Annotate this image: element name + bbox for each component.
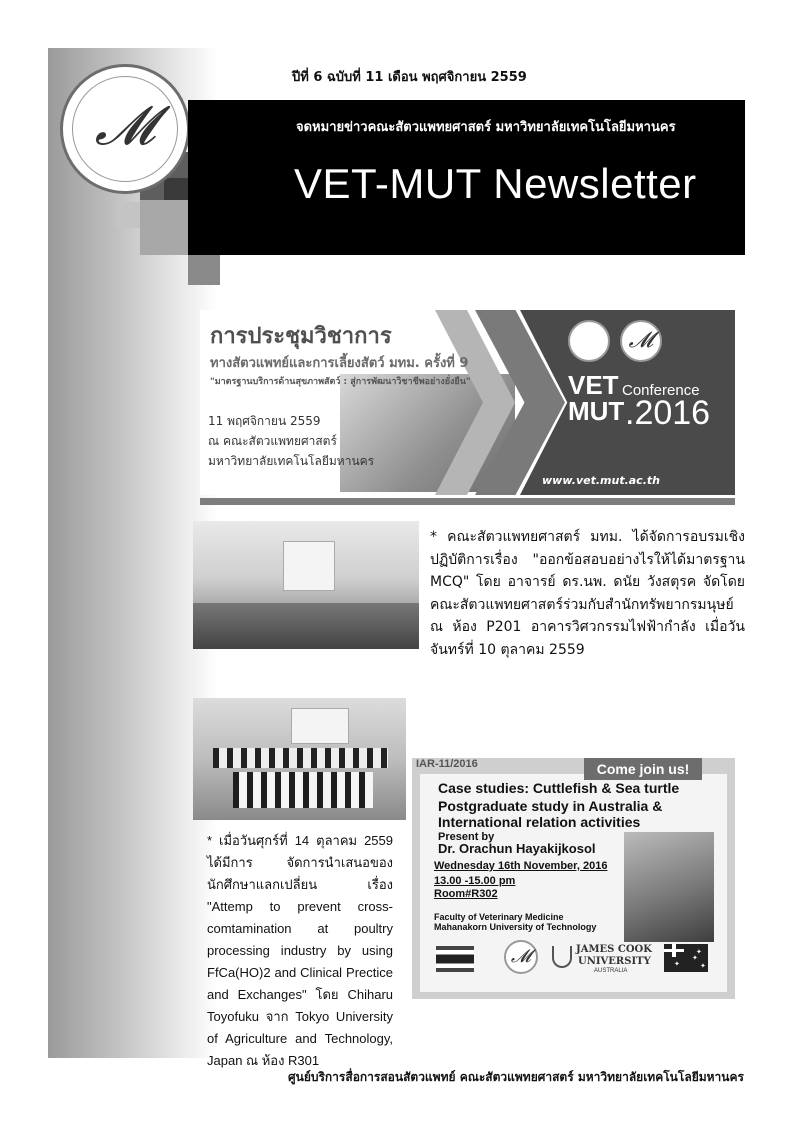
presenter-photo — [624, 832, 714, 942]
projector-screen — [283, 541, 335, 591]
jcu-country: AUSTRALIA — [594, 968, 628, 974]
poster-theme: "มาตรฐานบริการด้านสุขภาพสัตว์ : สู่การพัฒนาวิชาชีพอย่างยั่งยืน" — [210, 377, 471, 387]
present-by-label: Present by — [438, 831, 495, 843]
newsletter-subtitle: จดหมายข่าวคณะสัตวแพทยศาสตร์ มหาวิทยาลัยเทคโนโลยีมหานคร — [296, 120, 676, 135]
seminar-time: 13.00 -15.00 pm — [434, 875, 516, 887]
poster-venue-2: มหาวิทยาลัยเทคโนโลยีมหานคร — [208, 454, 375, 468]
thai-flag-icon — [436, 946, 474, 972]
footer-text: ศูนย์บริการสื่อการสอนสัตวแพทย์ คณะสัตวแพทยศาสตร์ มหาวิทยาลัยเทคโนโลยีมหานคร — [288, 1070, 744, 1084]
jcu-logo-icon — [552, 946, 572, 968]
star-icon: ✦ — [692, 954, 698, 962]
seminar-room: Room#R302 — [434, 888, 498, 900]
decor-square — [140, 200, 188, 255]
poster-website: www.vet.mut.ac.th — [542, 474, 660, 487]
poster-title: การประชุมวิชาการ — [210, 324, 392, 349]
seminar-poster — [412, 758, 735, 999]
come-join-banner: Come join us! — [584, 758, 702, 780]
university-logo-icon — [568, 320, 610, 362]
seminar-date: Wednesday 16th November, 2016 — [434, 860, 608, 872]
issue-line: ปีที่ 6 ฉบับที่ 11 เดือน พฤศจิกายน 2559 — [292, 70, 527, 85]
seminar-title-2: Postgraduate study in Australia & — [438, 798, 663, 814]
newsletter-title: VET-MUT Newsletter — [294, 160, 697, 207]
jcu-name-2: UNIVERSITY — [578, 956, 651, 967]
faculty-logo-icon: 𝓜 — [620, 320, 662, 362]
jcu-name-1: JAMES COOK — [576, 944, 652, 955]
presenter-name: Dr. Orachun Hayakijkosol — [438, 841, 596, 856]
faculty-logo-icon: 𝓜 — [504, 940, 538, 974]
decor-square — [116, 202, 140, 228]
poster-venue-1: ณ คณะสัตวแพทยศาสตร์ — [208, 434, 337, 448]
seminar-title-3: International relation activities — [438, 814, 641, 830]
organizer-line-2: Mahanakorn University of Technology — [434, 922, 597, 932]
brand-year: .2016 — [625, 394, 711, 432]
decor-square — [164, 178, 188, 202]
poster-subtitle: ทางสัตวแพทย์และการเลี้ยงสัตว์ มทม. ครั้งที่ 9 — [210, 356, 469, 371]
article-exchange-text: * เมื่อวันศุกร์ที่ 14 ตุลาคม 2559 ได้มีการ จัดการนำเสนอของนักศึกษาแลกเปลี่ยน เรื่อง "Attemp to prevent cross-comtamination at poultry processing industry by using FfCa(HO)2 and Clinical Prectice and Exchanges" โดย Chiharu Toyofuku จาก Tokyo University of Agriculture and Technology, Japan ณ ห้อง R301 — [207, 833, 393, 1068]
poster-underline — [200, 498, 735, 505]
conference-poster — [200, 310, 735, 495]
star-icon: ✦ — [674, 960, 680, 968]
poster-date: 11 พฤศจิกายน 2559 — [208, 414, 321, 428]
brand-conference: Conference — [622, 382, 700, 399]
group-photo — [193, 698, 406, 820]
seal-monogram: 𝓜 — [94, 94, 156, 157]
projector-screen — [291, 708, 349, 744]
union-jack-cross — [672, 944, 676, 957]
brand-vet-mut: VET MUT — [568, 370, 625, 426]
poster-code: IAR-11/2016 — [416, 758, 478, 770]
organizer-line-1: Faculty of Veterinary Medicine — [434, 912, 564, 922]
workshop-photo — [193, 521, 419, 649]
seminar-title-1: Case studies: Cuttlefish & Sea turtle — [438, 780, 680, 796]
decor-square — [188, 255, 220, 285]
star-icon: ✦ — [700, 962, 706, 970]
article-workshop-text: * คณะสัตวแพทยศาสตร์ มทม. ได้จัดการอบรมเชิงปฏิบัติการเรื่อง "ออกข้อสอบอย่างไรให้ได้มาตรฐาน MCQ" โดย อาจารย์ ดร.นพ. ดนัย วังสตุรค จัดโดยคณะสัตวแพทยศาสตร์ร่วมกับสำนักทรัพยากรมนุษย์ ณ ห้อง P201 อาคารวิศวกรรมไฟฟ้ากำลัง เมื่อวันจันทร์ที่ 10 ตุลาคม 2559 — [430, 529, 745, 658]
star-icon: ✦ — [696, 948, 702, 956]
